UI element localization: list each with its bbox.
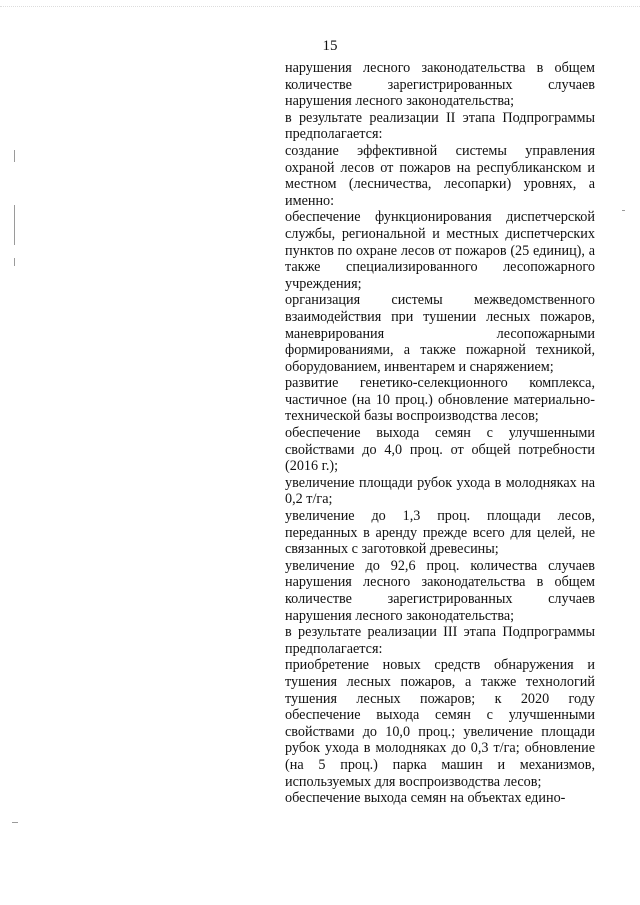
paragraph-11: в результате реализации III этапа Подпрограммы предполагается: <box>285 624 595 657</box>
paragraph-3: создание эффективной системы управления охраной лесов от пожаров на республиканском и местном (лесничества, лесопарки) уровнях, а именно: <box>285 142 595 209</box>
paragraph-8: увеличение площади рубок ухода в молодняках на 0,2 т/га; <box>285 474 595 508</box>
paragraph-1: нарушения лесного законодательства в общем количестве зарегистрированных случаев нарушения лесного законодательства; <box>285 60 595 110</box>
document-body <box>285 60 595 807</box>
scan-artifact-left-1 <box>14 150 15 162</box>
scan-artifact-left-2 <box>14 205 15 245</box>
scan-artifact-left-3 <box>14 258 15 266</box>
paragraph-6: развитие генетико-селекционного комплекса, частичное (на 10 проц.) обновление материально-технической базы воспроизводства лесов; <box>285 375 595 425</box>
paragraph-10: увеличение до 92,6 проц. количества случаев нарушения лесного законодательства в общем количестве зарегистрированных случаев нарушения лесного законодательства; <box>285 557 595 624</box>
paragraph-2: в результате реализации II этапа Подпрограммы предполагается: <box>285 109 595 143</box>
paragraph-7: обеспечение выхода семян с улучшенными свойствами до 4,0 проц. от общей потребности (2016 г.); <box>285 425 595 475</box>
scan-artifact-left-4 <box>12 822 18 823</box>
page-number: 15 <box>322 38 338 54</box>
paragraph-12: приобретение новых средств обнаружения и тушения лесных пожаров, а также технологий тушения лесных пожаров; к 2020 году обеспечение выхода семян с улучшенными свойствами до 10,0 проц.; увеличение площади рубок ухода в молодняках до 0,3 т/га; обновление (на 5 проц.) парка машин и механизмов, используемых для воспроизводства лесов; <box>285 657 595 790</box>
paragraph-9: увеличение до 1,3 проц. площади лесов, переданных в аренду прежде всего для целей, не связанных с заготовкой древесины; <box>285 508 595 558</box>
paragraph-5: организация системы межведомственного взаимодействия при тушении лесных пожаров, маневрирования лесопожарными формированиями, а также пожарной техникой, оборудованием, инвентарем и снаряжением; <box>285 292 595 375</box>
scan-artifact-right-1 <box>622 210 625 211</box>
paragraph-4: обеспечение функционирования диспетчерской службы, региональной и местных диспетчерских пунктов по охране лесов от пожаров (25 единиц), а также специализированного лесопожарного учреждения; <box>285 209 595 292</box>
scan-artifact-top <box>0 6 640 9</box>
paragraph-13: обеспечение выхода семян на объектах едино- <box>285 790 566 807</box>
